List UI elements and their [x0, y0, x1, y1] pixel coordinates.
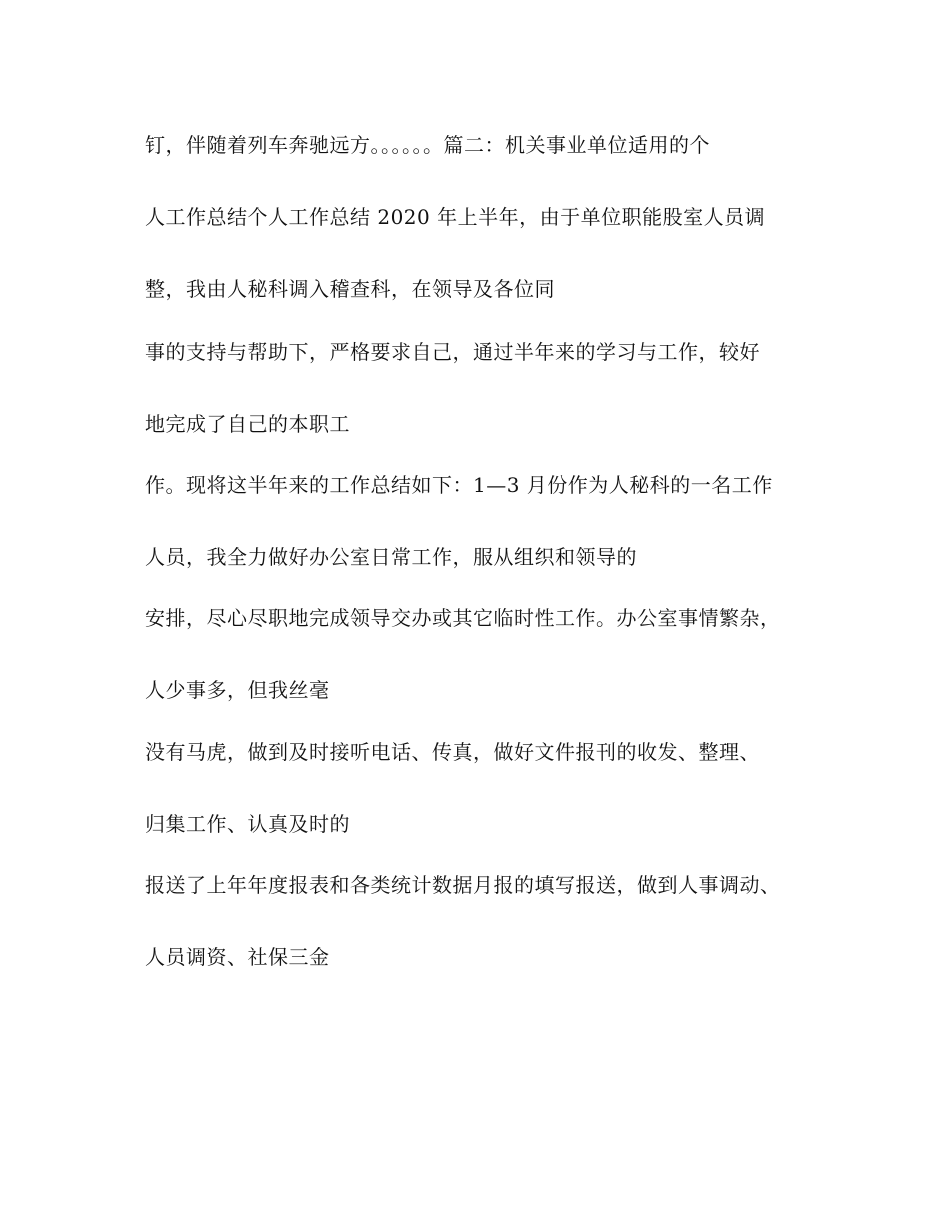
text-line: 事的支持与帮助下，严格要求自己，通过半年来的学习与工作，较好 — [145, 340, 760, 364]
text-line: 安排，尽心尽职地完成领导交办或其它临时性工作。办公室事情繁杂， — [145, 606, 781, 630]
text-line: 钉，伴随着列车奔驰远方。。。。。。篇二：机关事业单位适用的个 — [145, 133, 710, 157]
text-line: 没有马虎，做到及时接听电话、传真，做好文件报刊的收发、整理、 — [145, 740, 760, 764]
text-line: 人工作总结个人工作总结 2020 年上半年，由于单位职能股室人员调 — [145, 205, 766, 229]
text-line: 人少事多，但我丝毫 — [145, 678, 330, 702]
text-line: 人员，我全力做好办公室日常工作，服从组织和领导的 — [145, 545, 637, 569]
text-line: 报送了上年年度报表和各类统计数据月报的填写报送，做到人事调动、 — [145, 873, 781, 897]
text-line: 归集工作、认真及时的 — [145, 812, 350, 836]
text-line: 人员调资、社保三金 — [145, 945, 330, 969]
text-line: 地完成了自己的本职工 — [145, 412, 350, 436]
text-line: 整，我由人秘科调入稽查科，在领导及各位同 — [145, 277, 555, 301]
text-line: 作。现将这半年来的工作总结如下：1—3 月份作为人秘科的一名工作 — [145, 473, 773, 497]
